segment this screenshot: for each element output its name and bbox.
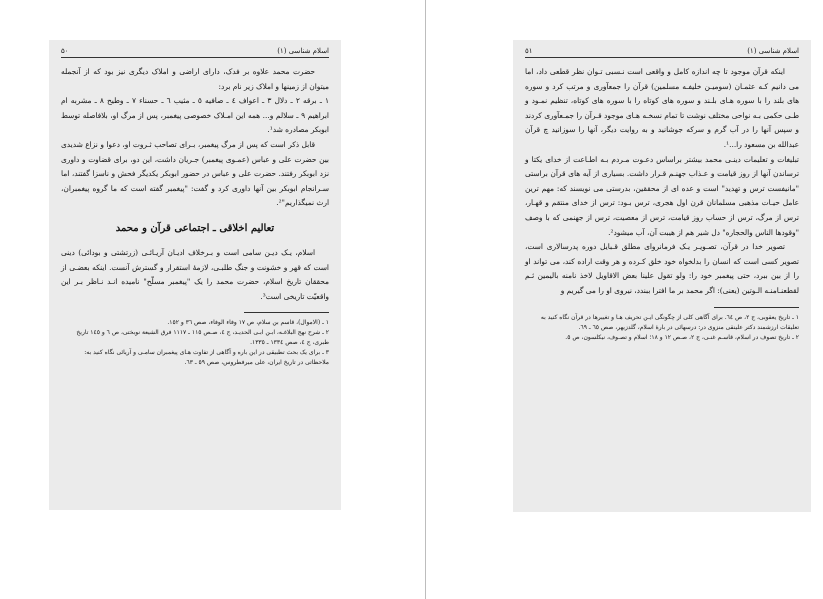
footnote-separator [714, 307, 799, 308]
body-paragraph: تصویر خدا در قرآن، تصـویـر یـک فرمانروای مطلق قـبایل دوره پدرسالاری است، تصویر کسی است که انسان را بدلخواه خود خلق کـرده و هر وقت اراده کند، می تواند او را از بین ببرد، حتی پیغمبر خود را: ولو تقول علینا بعض الاقاویل لاخذ نامنه بالیمین ثـم لقطعنـامنـه الـوتین (یعنی): اگر محمد بر ما افترا ببندد، نیروی او را می گیریم و [525, 242, 799, 295]
section-paragraph: اسلام، یـک دیـن سامی است و بـرخلاف ادیـان آریـائـی (زرتشتی و بودائی) دینی است که قهر و خشونت و جنگ طلبـی، لازمهٔ استقرار و گسترش آنست. اینکه بعضـی از محققان تاریخ اسلام، حضرت محمد را یک "پیغمبر مسلّح" نامیده انـد نـاظر بـر این واقعیّت تاریخی است³. [61, 247, 329, 301]
property-list: ۱ ـ برقه ۲ ـ دلال ۳ ـ اعواف ٤ ـ صافیه ٥ ـ مثیب ٦ ـ حسناء ۷ ـ وطیح ۸ ـ مشربه ام ابراهیم ۹ ـ سلالم و... همه این امـلاک خصوصی پیغمبر، پس از مرگ او، بلافاصله توسط ابوبکر مصادره شد¹. [61, 96, 330, 135]
page-header [525, 40, 799, 58]
footnote: ۲ ـ تاریخ تصوف در اسلام، قاسـم غنـی، ج ۲، صـص ۱۲ و ۱۸؛ اسلام و تصـوف، نیکلسون، ص ٥. [565, 333, 799, 341]
footnote: ۳ ـ برای یک بحث تطبیقی در این باره و آگاهی از تفاوت هـای پیغمبران سامـی و آریائی نگاه کنید به: ملاحظاتی در تاریخ ایران، علی میرفطروس، صص ٥۹ ـ ٦۳. [84, 349, 329, 367]
body-paragraph: حضرت محمد علاوه بر فدک، دارای اراضی و املاک دیگری نیز بود که از آنجمله میتوان از زمینها و املاک زیر نام برد: [61, 67, 329, 91]
page-header [61, 40, 329, 58]
running-title: اسلام شناسی (۱) [747, 47, 799, 55]
running-title: اسلام شناسی (۱) [277, 47, 329, 55]
center-fold-line [425, 0, 426, 599]
body-paragraph: قابل ذکر است که پس از مرگ پیغمبر، بـرای تصاحب ثـروت او، دعوا و نزاع شدیدی بین حضرت علی و عباس (عمـوی پیغمبر) جـریان داشت، این دو، برای قضاوت و داوری نزد ابوبکر رفتند. حضرت علی و عباس در حضور ابوبکر یکدیگر فحش و ناسزا گفتند، اما سـرانجام ابوبکر بین آنها داوری کرد و گفت: "پیغمبر گفته است که ما گروه پیغمبران، ارث نمیگذاریم"². [61, 139, 329, 208]
right-page [513, 40, 811, 512]
footnote-separator [244, 312, 329, 313]
footnote: ۱ ـ (الاموال)، قاسم بن سلام، ص ۱۷ وفاء الوفاء، صص ۳٦ و ۱٥۲. [167, 319, 329, 327]
body-paragraph: تبلیغات و تعلیمات دینـی محمد بیشتر براساس دعـوت مـردم بـه اطـاعت از خدای یکتا و ترساندن آنها از روز قیامت و عـذاب جهنـم قـرار داشت. بسیاری از آیه های قرآن براستی "مانیفست ترس و تهدید" است و عده ای از محققین، بدرستی می نویسند که: مهم ترین عامل حیـات مذهبی مسلمانان قرن اول هجری، ترس بـود: ترس از خدای منتقم و قهـار، ترس از مرگ، ترس از حساب روز قیامت، ترس از معصیت، ترس از جهنمی که با وصف "وقودها الناس والحجاره" دل شیر هم از هیبت آن، آب میشود². [525, 154, 799, 237]
footnote: ۲ ـ شرح نهج البلاغـه، ابـن ابـی الحدیـد، ج ٤، صـص ۱۱٥ ـ ۱۱۱۷ فرق الشیعة نوبختی، ص ٦ و ۱٤٥ تاریخ طبری، ج ٤، صص ۱۳۳٤ ـ ۱۳۳٥. [76, 329, 329, 347]
footnote: ۱ ـ تاریخ یعقوبی، ج ۲، ص ٦٤. برای آگاهی کلی از چگونگی ایـن تحریف هـا و تغییرها در قرآن نگاه کنید به تعلیقات ارزشمند دکتر علینقی منزوی در: درسهائی در بارهٔ اسلام، گلدزیهر، صص ٦٥ ـ ٦۹. [540, 313, 799, 331]
page-number: ۵۰ [61, 47, 69, 55]
left-page [49, 40, 341, 510]
body-paragraph: اینکه قرآن موجود تا چه اندازه کامل و واقعی است نـسبی تـوان نظر قطعی داد، اما می دانیم کـه عثمـان (سومیـن خلیفـه مسلمین) قرآن را جمعآوری و مرتب کرد و سوره های بلند را با سوره هـای بلـند و سوره های کوتاه را با سوره های کوتاه، تنظیم نمـود و طـی حکمی بـه نواحی مختلف نوشت تا تمام نسخـه هـای موجود قـرآن را جمـعآوری کردند و سپس آنها را در آب گرم و سرکه جوشانید و به روایت دیگر، آنها را سوزانید چ قرآن عبدالله بن مسعود را...¹. [525, 67, 799, 149]
page-number: ٥۱ [525, 47, 533, 55]
section-title: تعالیم اخلاقی ـ اجتماعی قرآن و محمد [115, 222, 275, 234]
